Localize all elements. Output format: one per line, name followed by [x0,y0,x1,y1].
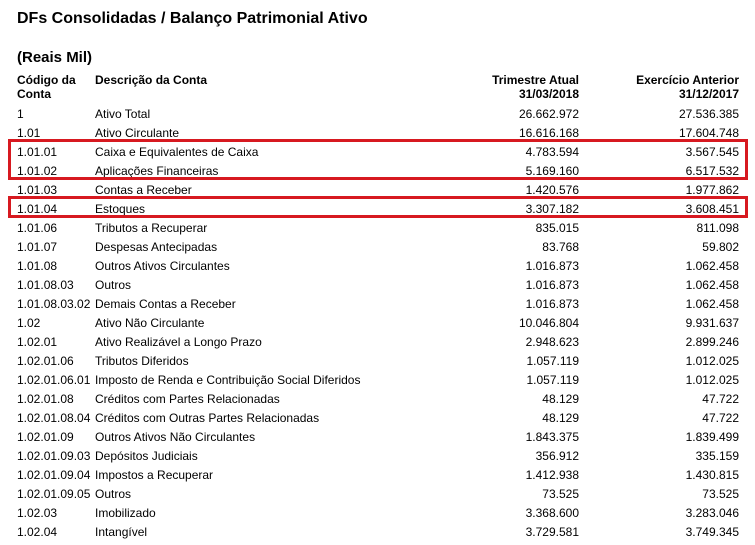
table-row [17,313,747,332]
previous-value: 6.517.532 [685,164,739,178]
account-code: 1.02.01.09.04 [17,468,91,482]
account-code: 1.02.01.06 [17,354,74,368]
account-description: Aplicações Financeiras [95,164,219,178]
current-value: 3.368.600 [525,506,579,520]
current-value: 48.129 [542,392,579,406]
account-description: Imposto de Renda e Contribuição Social Diferidos [95,373,361,387]
previous-value: 27.536.385 [678,107,739,121]
account-description: Ativo Não Circulante [95,316,205,330]
table-row [17,408,747,427]
account-code: 1.01.02 [17,164,58,178]
table-row [17,503,747,522]
account-description: Ativo Circulante [95,126,180,140]
current-value: 1.843.375 [525,430,579,444]
header-code-line1: Código da [17,73,76,87]
account-description: Outros Ativos Circulantes [95,259,230,273]
previous-value: 1.839.499 [685,430,739,444]
table-row [17,351,747,370]
table-row [17,275,747,294]
previous-value: 73.525 [702,487,739,501]
current-value: 48.129 [542,411,579,425]
account-code: 1.02.01.09 [17,430,74,444]
current-value: 1.016.873 [525,259,579,273]
account-code: 1.02.01.06.01 [17,373,91,387]
previous-value: 1.977.862 [685,183,739,197]
previous-value: 335.159 [695,449,739,463]
account-description: Caixa e Equivalentes de Caixa [95,145,259,159]
account-description: Demais Contas a Receber [95,297,236,311]
header-previous-line2: 31/12/2017 [678,87,739,101]
current-value: 1.016.873 [525,297,579,311]
table-row [17,484,747,503]
current-value: 1.412.938 [525,468,579,482]
header-code-line2: Conta [17,87,51,101]
account-description: Intangível [95,525,148,539]
account-description: Depósitos Judiciais [95,449,198,463]
account-description: Imobilizado [95,506,156,520]
header-current-line2: 31/03/2018 [518,87,579,101]
previous-value: 1.062.458 [685,278,739,292]
account-description: Ativo Realizável a Longo Prazo [95,335,262,349]
previous-value: 1.012.025 [685,354,739,368]
account-code: 1.01.08 [17,259,58,273]
current-value: 1.016.873 [525,278,579,292]
previous-value: 47.722 [702,392,739,406]
table-row [17,465,747,484]
account-description: Despesas Antecipadas [95,240,218,254]
account-code: 1.02.03 [17,506,58,520]
account-code: 1.01.08.03.02 [17,297,91,311]
account-code: 1 [17,107,24,121]
previous-value: 1.012.025 [685,373,739,387]
table-row [17,427,747,446]
previous-value: 3.567.545 [685,145,739,159]
unit-label: (Reais Mil) [17,49,93,66]
current-value: 1.057.119 [526,354,579,368]
table-row [17,446,747,465]
account-description: Tributos Diferidos [95,354,189,368]
previous-value: 3.749.345 [685,525,739,539]
current-value: 73.525 [542,487,579,501]
header-current-line1: Trimestre Atual [492,73,579,87]
account-code: 1.01.06 [17,221,58,235]
account-code: 1.02.01.08.04 [17,411,91,425]
previous-value: 47.722 [702,411,739,425]
current-value: 3.729.581 [525,525,579,539]
current-value: 83.768 [542,240,579,254]
previous-value: 17.604.748 [678,126,739,140]
previous-value: 3.608.451 [685,202,739,216]
table-row [17,104,747,123]
current-value: 1.420.576 [525,183,579,197]
current-value: 10.046.804 [518,316,579,330]
account-description: Outros [95,487,132,501]
header-previous [636,73,739,101]
header-code [17,73,76,101]
account-description: Créditos com Outras Partes Relacionadas [95,411,320,425]
account-code: 1.02.04 [17,525,58,539]
account-code: 1.01.04 [17,202,58,216]
current-value: 3.307.182 [525,202,579,216]
current-value: 835.015 [535,221,579,235]
account-description: Ativo Total [95,107,151,121]
header-desc: Descrição da Conta [95,73,208,87]
account-description: Tributos a Recuperar [95,221,208,235]
table-row [17,256,747,275]
page-title: DFs Consolidadas / Balanço Patrimonial Ativo [17,10,368,27]
account-code: 1.01.01 [17,145,58,159]
highlight-box-cash-investments [8,139,748,180]
table-row [17,294,747,313]
previous-value: 1.062.458 [685,259,739,273]
previous-value: 1.430.815 [685,468,739,482]
account-code: 1.01.08.03 [17,278,74,292]
current-value: 16.616.168 [518,126,579,140]
account-code: 1.01 [17,126,41,140]
current-value: 4.783.594 [525,145,579,159]
current-value: 2.948.623 [525,335,579,349]
table-row [17,522,747,541]
current-value: 356.912 [535,449,579,463]
account-code: 1.02.01.09.03 [17,449,91,463]
table-row [17,370,747,389]
account-code: 1.01.07 [17,240,58,254]
previous-value: 811.098 [696,221,739,235]
previous-value: 2.899.246 [685,335,739,349]
table-row [17,218,747,237]
account-code: 1.02.01.09.05 [17,487,91,501]
account-code: 1.02 [17,316,41,330]
table-row [17,332,747,351]
account-description: Contas a Receber [95,183,192,197]
account-description: Outros Ativos Não Circulantes [95,430,256,444]
highlight-box-inventory [8,196,748,218]
account-description: Outros [95,278,132,292]
current-value: 5.169.160 [525,164,579,178]
previous-value: 1.062.458 [685,297,739,311]
previous-value: 9.931.637 [685,316,739,330]
account-code: 1.02.01.08 [17,392,74,406]
account-code: 1.01.03 [17,183,58,197]
header-current [492,73,579,101]
previous-value: 3.283.046 [685,506,739,520]
account-description: Estoques [95,202,146,216]
current-value: 26.662.972 [518,107,579,121]
previous-value: 59.802 [702,240,739,254]
header-previous-line1: Exercício Anterior [636,73,739,87]
table-row [17,389,747,408]
account-description: Créditos com Partes Relacionadas [95,392,280,406]
account-code: 1.02.01 [17,335,58,349]
current-value: 1.057.119 [526,373,579,387]
table-row [17,237,747,256]
account-description: Impostos a Recuperar [95,468,214,482]
